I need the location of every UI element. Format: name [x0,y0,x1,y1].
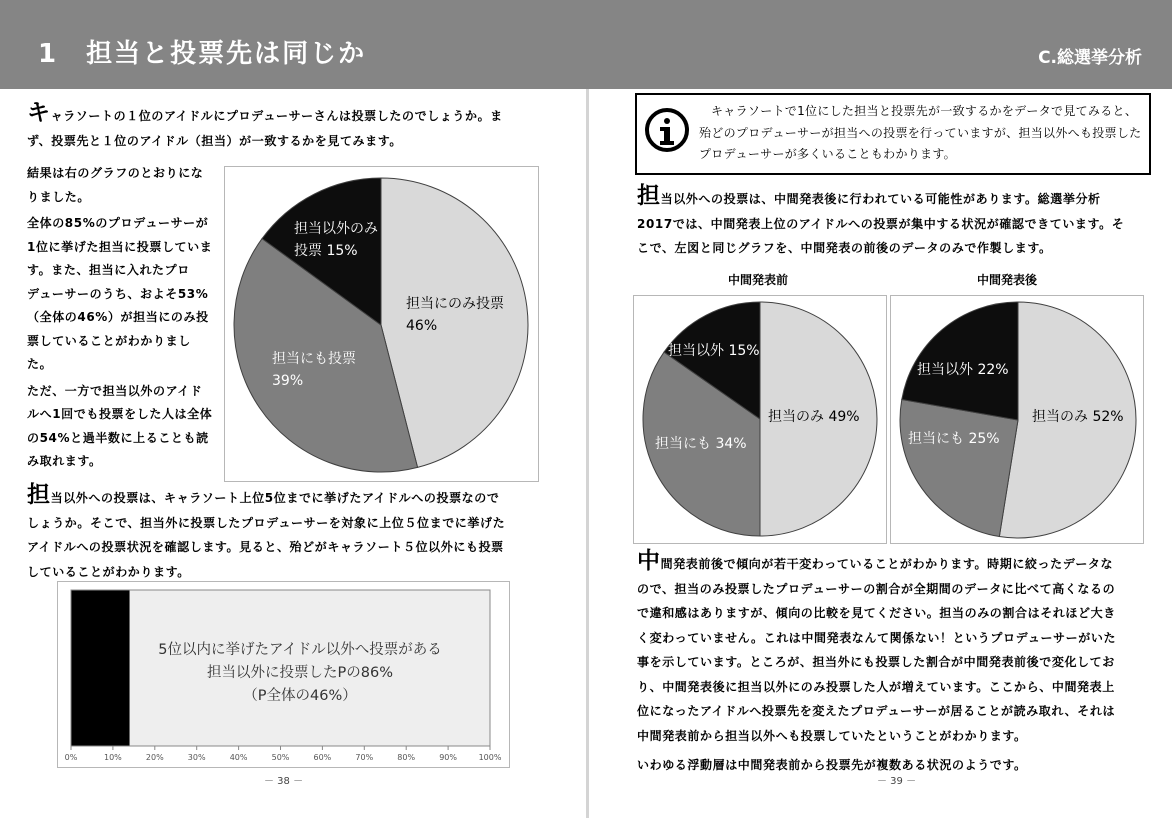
slice-label-value: 39% [272,373,304,389]
slice-label: 担当のみ 49% [768,409,860,425]
slice-label: 担当にも 25% [908,431,1000,447]
x-tick-label: 50% [271,753,290,762]
bar-annotation [130,639,470,708]
bar-segment [71,590,130,746]
slice-label: 担当にも 34% [655,436,747,452]
para-line: 当以外への投票は、キャラソート上位5位までに挙げたアイドルへの投票なので [50,491,500,505]
side-line: み取れます。 [27,454,102,468]
pie-chart-overall [224,166,539,482]
side-text [27,162,227,474]
x-tick-label: 20% [145,753,164,762]
side-line: 結果は右のグラフのとおりにな [27,166,204,180]
annotation-line: 5位以内に挙げたアイドル以外へ投票がある [158,642,442,658]
intro-paragraph [27,101,547,153]
para-line: で違和感はありますが、傾向の比較を見てください。担当のみの割合はそれほど大き [637,606,1116,620]
paragraph-2 [27,483,547,584]
page-number-left: － 38 － [264,776,304,787]
side-line: ルへ1回でも投票をした人は全体 [27,407,213,421]
para-line: 事を示しています。ところが、担当外にも投票した割合が中間発表前後で変化してお [637,655,1115,669]
x-tick-label: 60% [313,753,332,762]
slice-label: 担当のみ 52% [1032,409,1124,425]
side-para [27,162,227,209]
side-line: （全体の46%）が担当にのみ投 [27,310,209,324]
pie-chart-before [633,295,887,544]
para-line: 当以外への投票は、中間発表後に行われている可能性があります。総選挙分析 [660,192,1101,206]
slice-label-value: 46% [406,318,438,334]
slice-label: 担当以外 22% [917,362,1009,378]
drop-cap: 担 [27,482,51,508]
intro-line: ず、投票先と１位のアイドル（担当）が一致するかを見てみます。 [27,133,403,148]
x-tick-label: 80% [397,753,416,762]
pie-chart-after [890,295,1144,544]
right-paragraph-2 [637,549,1157,778]
slice-label-value: 投票 15% [294,243,358,259]
para-line: 2017では、中間発表上位のアイドルへの投票が集中する状況が確認できています。そ [637,216,1125,231]
x-tick-label: 10% [104,753,122,762]
para-line: いわゆる浮動層は中間発表前から投票先が複数ある状況のようです。 [637,758,1027,772]
side-line: の54%と過半数に上ることも読 [27,430,209,445]
side-line: 票していることがわかりまし [27,333,191,348]
section-label: C.総選挙分析 [1038,48,1142,68]
slice-label-name: 担当にも投票 [272,351,356,367]
info-callout [635,93,1151,175]
drop-cap: 中 [637,548,661,574]
para-line: ので、担当のみ投票したプロデューサーの割合が全期間のデータに比べて高くなるの [637,581,1116,596]
slice-label [294,218,378,262]
pie-title-after: 中間発表後 [977,273,1038,287]
x-tick-label: 30% [187,753,206,762]
annotation-line: 担当以外に投票したPの86% [207,665,393,681]
intro-line: ャラソートの１位のアイドルにプロデューサーさんは投票したのでしょうか。ま [50,109,503,123]
x-tick-label: 40% [229,753,248,762]
side-line: 全体の85%のプロデューサーが [27,216,209,230]
side-line: 1位に挙げた担当に投票していま [27,239,213,254]
para-line: 間発表前後で傾向が若干変わっていることがわかります。時期に絞ったデータな [660,557,1114,571]
right-paragraph-1 [637,184,1157,261]
slice-label-name: 担当にのみ投票 [406,296,504,312]
info-icon [645,108,689,152]
slice-label [406,293,504,337]
slice-label [272,348,356,392]
para-line: していることがわかります。 [27,564,190,579]
x-tick-label: 0% [64,753,78,762]
pie-title-before: 中間発表前 [728,273,789,287]
para-line: こで、左図と同じグラフを、中間発表の前後のデータのみで作製します。 [637,241,1052,255]
side-para [27,212,227,377]
para-line: しょうか。そこで、担当外に投票したプロデューサーを対象に上位５位までに挙げた [27,515,506,530]
slice-label-name: 担当以外のみ [294,221,378,237]
x-tick-label: 90% [439,753,457,762]
x-tick-label: 70% [355,753,374,762]
para-line: 位になったアイドルへ投票先を変えたプロデューサーが居ることが読み取れ、それは [637,704,1116,718]
side-line: ただ、一方で担当以外のアイド [27,383,203,398]
page-number-right: － 39 － [877,776,917,787]
drop-cap: キ [27,100,51,126]
side-para [27,380,227,474]
para-line: く変わっていません。これは中間発表なんて関係ない！というプロデューサーがいた [637,630,1117,645]
side-line: す。また、担当に入れたプロ [27,263,190,277]
para-line: アイドルへの投票状況を確認します。見ると、殆どがキャラソート５位以外にも投票 [27,540,504,554]
drop-cap: 担 [637,183,661,209]
annotation-line: （P全体の46%） [243,688,357,704]
page-header [0,0,1172,89]
stacked-bar-chart [57,581,510,768]
para-line: り、中間発表後に担当以外にのみ投票した人が増えています。ここから、中間発表上 [637,679,1115,694]
page-title: 1 担当と投票先は同じか [38,39,367,69]
side-line: りました。 [27,189,91,204]
side-line: た。 [27,357,53,371]
x-tick-label: 100% [478,753,502,762]
slice-label: 担当以外 15% [668,343,760,359]
side-line: デューサーのうち、およそ53% [27,286,209,301]
info-text: キャラソートで1位にした担当と投票先が一致するかをデータで見てみると、殆どのプロデューサーが担当への投票を行っていますが、担当以外へも投票したプロデューサーが多くいることもわかります。 [699,104,1142,161]
pie-slice [900,400,1018,537]
para-line: 中間発表前から担当以外へも投票していたということがわかります。 [637,728,1027,743]
